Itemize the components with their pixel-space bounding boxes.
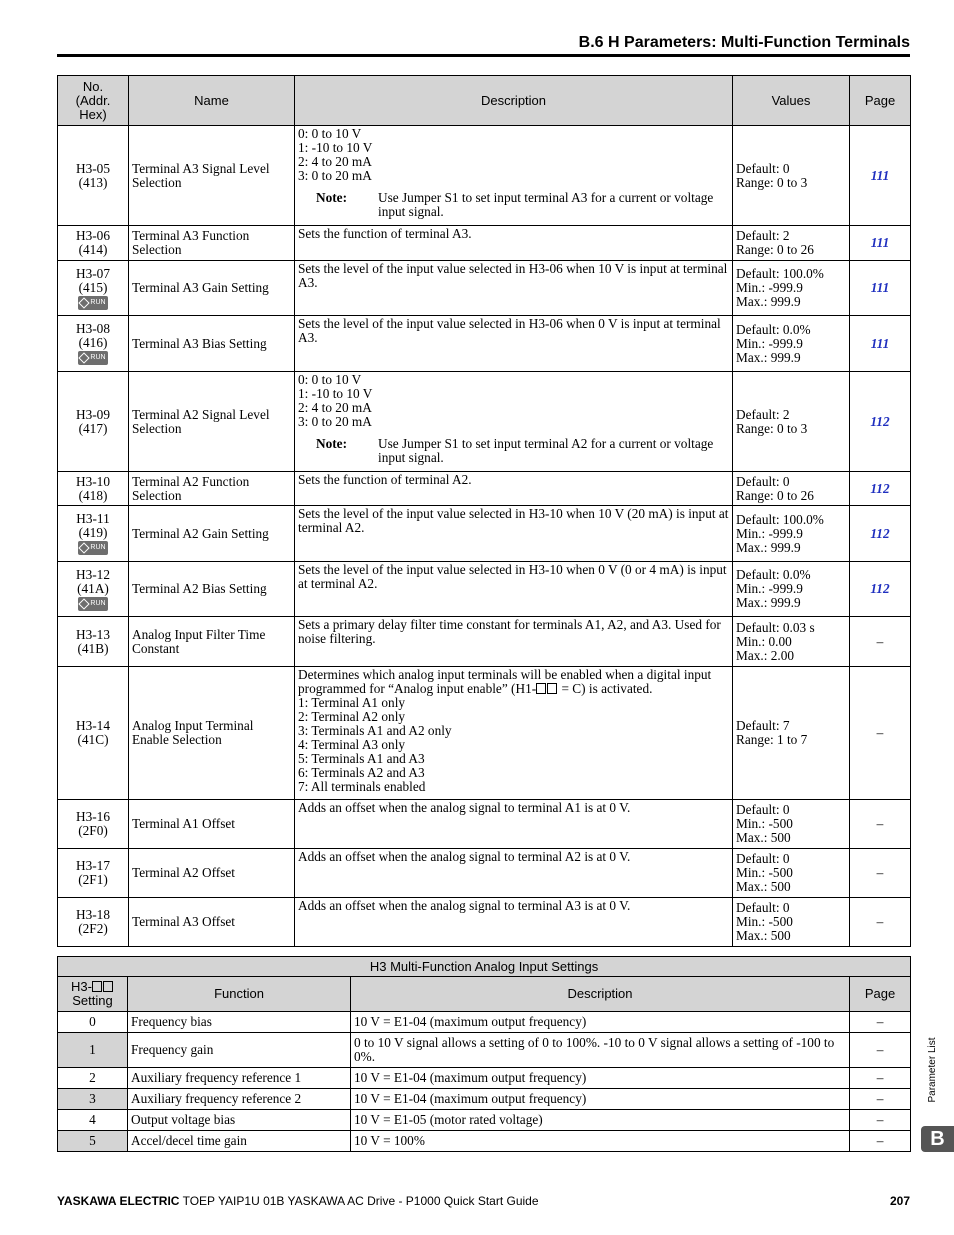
param-name: Terminal A2 Signal Level Selection — [129, 372, 295, 472]
param-page — [850, 617, 911, 667]
table-row — [58, 261, 911, 316]
setting-page: – — [850, 1089, 911, 1110]
param-no: H3-11 (419) RUN — [58, 506, 129, 562]
col-header-function: Function — [128, 977, 351, 1012]
analog-input-settings-table — [57, 956, 911, 1152]
table-row — [58, 800, 911, 849]
param-page — [850, 800, 911, 849]
param-page — [850, 472, 911, 506]
table-row — [58, 1068, 911, 1089]
param-description: Sets the function of terminal A2. — [295, 472, 733, 506]
page-link[interactable]: 112 — [870, 480, 890, 496]
setting-description: 10 V = E1-04 (maximum output frequency) — [351, 1012, 850, 1033]
param-values: Default: 0 Min.: -500 Max.: 500 — [733, 849, 850, 898]
table-row — [58, 1089, 911, 1110]
page-link[interactable]: 112 — [870, 581, 890, 596]
run-icon: RUN — [78, 541, 108, 555]
setting-description: 10 V = E1-04 (maximum output frequency) — [351, 1068, 850, 1089]
table-row — [58, 372, 911, 472]
footer-text: TOEP YAIP1U 01B YASKAWA AC Drive - P1000 Quick Start Guide — [179, 1194, 539, 1208]
page-dash: – — [876, 914, 884, 929]
param-description: Adds an offset when the analog signal to terminal A2 is at 0 V. — [295, 849, 733, 898]
setting-value: 4 — [58, 1110, 128, 1131]
section-header-title: B.6 H Parameters: Multi-Function Terminals — [578, 34, 910, 51]
param-name: Terminal A2 Offset — [129, 849, 295, 898]
table-row — [58, 1033, 911, 1068]
param-no: H3-13 (41B) — [58, 617, 129, 667]
page-dash: – — [876, 865, 884, 880]
table-row — [58, 1012, 911, 1033]
setting-description: 10 V = 100% — [351, 1131, 850, 1152]
param-no: H3-07 (415) RUN — [58, 261, 129, 316]
setting-value: 0 — [58, 1012, 128, 1033]
param-values: Default: 2 Range: 0 to 3 — [733, 372, 850, 472]
setting-page: – — [850, 1110, 911, 1131]
param-description: Sets a primary delay filter time constant for terminals A1, A2, and A3. Used for noise filtering. — [295, 617, 733, 667]
table-row — [58, 617, 911, 667]
setting-function: Auxiliary frequency reference 1 — [128, 1068, 351, 1089]
param-no: H3-10 (418) — [58, 472, 129, 506]
param-values: Default: 0 Range: 0 to 26 — [733, 472, 850, 506]
setting-description: 10 V = E1-04 (maximum output frequency) — [351, 1089, 850, 1110]
col-header-name: Name — [129, 76, 295, 126]
param-no: H3-16 (2F0) — [58, 800, 129, 849]
table-row — [58, 898, 911, 947]
param-name: Terminal A3 Offset — [129, 898, 295, 947]
param-description: 0: 0 to 10 V 1: -10 to 10 V 2: 4 to 20 mA 3: 0 to 20 mA Note: Use Jumper S1 to set input terminal A3 for a current or voltage input signal. — [295, 126, 733, 226]
param-page — [850, 506, 911, 562]
page-link[interactable]: 112 — [870, 525, 890, 541]
table-row — [58, 506, 911, 562]
param-description: 0: 0 to 10 V 1: -10 to 10 V 2: 4 to 20 mA 3: 0 to 20 mA Note: Use Jumper S1 to set input terminal A2 for a current or voltage input signal. — [295, 372, 733, 472]
page-link[interactable]: 111 — [870, 280, 890, 295]
param-values: Default: 100.0% Min.: -999.9 Max.: 999.9 — [733, 261, 850, 316]
setting-page: – — [850, 1131, 911, 1152]
col-header-values: Values — [733, 76, 850, 126]
setting-page: – — [850, 1012, 911, 1033]
param-page — [850, 126, 911, 226]
param-description: Sets the level of the input value selected in H3-06 when 0 V is input at terminal A3. — [295, 316, 733, 372]
table-row — [58, 472, 911, 506]
table-row — [58, 667, 911, 800]
note: Note: Use Jumper S1 to set input terminal A3 for a current or voltage input signal. — [316, 190, 714, 219]
param-no: H3-06 (414) — [58, 226, 129, 261]
param-page — [850, 898, 911, 947]
col-header-no: No. (Addr. Hex) — [58, 76, 129, 126]
param-name: Terminal A3 Signal Level Selection — [129, 126, 295, 226]
page-link[interactable]: 111 — [870, 235, 890, 250]
placeholder-box-icon — [536, 683, 546, 694]
param-name: Analog Input Terminal Enable Selection — [129, 667, 295, 800]
setting-value: 3 — [58, 1089, 128, 1110]
setting-function: Auxiliary frequency reference 2 — [128, 1089, 351, 1110]
param-name: Terminal A2 Bias Setting — [129, 562, 295, 617]
param-values: Default: 0 Min.: -500 Max.: 500 — [733, 800, 850, 849]
param-values: Default: 2 Range: 0 to 26 — [733, 226, 850, 261]
table-row — [58, 126, 911, 226]
param-no: H3-08 (416) RUN — [58, 316, 129, 372]
table-row — [58, 316, 911, 372]
page-link[interactable]: 111 — [870, 167, 890, 183]
setting-function: Accel/decel time gain — [128, 1131, 351, 1152]
run-icon: RUN — [78, 597, 108, 611]
setting-value: 5 — [58, 1131, 128, 1152]
param-page — [850, 226, 911, 261]
section-tab-b[interactable]: B — [921, 1126, 954, 1152]
param-description: Sets the level of the input value selected in H3-10 when 10 V (20 mA) is input at terminal A2. — [295, 506, 733, 562]
param-page — [850, 849, 911, 898]
page-link[interactable]: 112 — [870, 413, 890, 429]
param-name: Terminal A3 Gain Setting — [129, 261, 295, 316]
param-no: H3-09 (417) — [58, 372, 129, 472]
parameters-table — [57, 75, 911, 947]
param-description: Sets the function of terminal A3. — [295, 226, 733, 261]
param-name: Terminal A2 Function Selection — [129, 472, 295, 506]
param-page — [850, 261, 911, 316]
col-header-page: Page — [850, 977, 911, 1012]
footer-brand: YASKAWA ELECTRIC — [57, 1194, 180, 1208]
param-name: Analog Input Filter Time Constant — [129, 617, 295, 667]
setting-function: Frequency bias — [128, 1012, 351, 1033]
param-page — [850, 372, 911, 472]
page-number: 207 — [889, 1194, 910, 1208]
setting-page: – — [850, 1033, 911, 1068]
param-no: H3-18 (2F2) — [58, 898, 129, 947]
param-values: Default: 0 Min.: -500 Max.: 500 — [733, 898, 850, 947]
table-row — [58, 562, 911, 617]
side-label: Parameter List — [927, 1037, 938, 1103]
param-page — [850, 316, 911, 372]
note: Note: Use Jumper S1 to set input terminal A2 for a current or voltage input signal. — [316, 436, 714, 465]
param-values: Default: 7 Range: 1 to 7 — [733, 667, 850, 800]
page-dash: – — [876, 816, 884, 831]
param-values: Default: 0.0% Min.: -999.9 Max.: 999.9 — [733, 562, 850, 617]
param-name: Terminal A3 Bias Setting — [129, 316, 295, 372]
param-description: Adds an offset when the analog signal to terminal A3 is at 0 V. — [295, 898, 733, 947]
setting-function: Frequency gain — [128, 1033, 351, 1068]
param-values: Default: 0 Range: 0 to 3 — [733, 126, 850, 226]
param-description: Sets the level of the input value selected in H3-10 when 0 V (0 or 4 mA) is input at terminal A2. — [295, 562, 733, 617]
col-header-description: Description — [351, 977, 850, 1012]
param-no: H3-12 (41A) RUN — [58, 562, 129, 617]
setting-description: 10 V = E1-05 (motor rated voltage) — [351, 1110, 850, 1131]
param-values: Default: 0.03 s Min.: 0.00 Max.: 2.00 — [733, 617, 850, 667]
param-description: Adds an offset when the analog signal to terminal A1 is at 0 V. — [295, 800, 733, 849]
run-icon: RUN — [78, 351, 108, 365]
col-header-description: Description — [295, 76, 733, 126]
table-row — [58, 849, 911, 898]
settings-table-title: H3 Multi-Function Analog Input Settings — [58, 957, 911, 977]
param-page — [850, 562, 911, 617]
run-icon: RUN — [78, 296, 108, 310]
param-name: Terminal A2 Gain Setting — [129, 506, 295, 562]
param-no: H3-05 (413) — [58, 126, 129, 226]
param-description: Sets the level of the input value selected in H3-06 when 10 V is input at terminal A3. — [295, 261, 733, 316]
param-name: Terminal A1 Offset — [129, 800, 295, 849]
param-name: Terminal A3 Function Selection — [129, 226, 295, 261]
setting-page: – — [850, 1068, 911, 1089]
page-link[interactable]: 111 — [870, 335, 890, 351]
page-dash: – — [876, 633, 884, 649]
placeholder-box-icon — [103, 981, 113, 992]
footer — [57, 1194, 910, 1208]
side-tab — [918, 1030, 940, 1110]
param-values: Default: 100.0% Min.: -999.9 Max.: 999.9 — [733, 506, 850, 562]
param-values: Default: 0.0% Min.: -999.9 Max.: 999.9 — [733, 316, 850, 372]
setting-description: 0 to 10 V signal allows a setting of 0 to 100%. -10 to 0 V signal allows a setting of -100 to 0%. — [351, 1033, 850, 1068]
col-header-setting: H3- Setting — [58, 977, 128, 1012]
table-row — [58, 1110, 911, 1131]
setting-value: 2 — [58, 1068, 128, 1089]
setting-value: 1 — [58, 1033, 128, 1068]
param-description: Determines which analog input terminals will be enabled when a digital input programmed for “Analog input enable” (H1- = C) is activated. 1: Terminal A1 only 2: Terminal A2 only 3: Terminals A1 and A2 only 4: Terminal A3 only 5: Terminals A1 and A3 6: Terminals A2 and A3 7: All terminals enabled — [295, 667, 733, 800]
col-header-page: Page — [850, 76, 911, 126]
placeholder-box-icon — [547, 683, 557, 694]
page-dash: – — [876, 725, 884, 740]
param-page — [850, 667, 911, 800]
header-rule — [57, 54, 910, 57]
param-no: H3-17 (2F1) — [58, 849, 129, 898]
placeholder-box-icon — [92, 981, 102, 992]
table-row — [58, 226, 911, 261]
param-no: H3-14 (41C) — [58, 667, 129, 800]
table-row — [58, 1131, 911, 1152]
setting-function: Output voltage bias — [128, 1110, 351, 1131]
